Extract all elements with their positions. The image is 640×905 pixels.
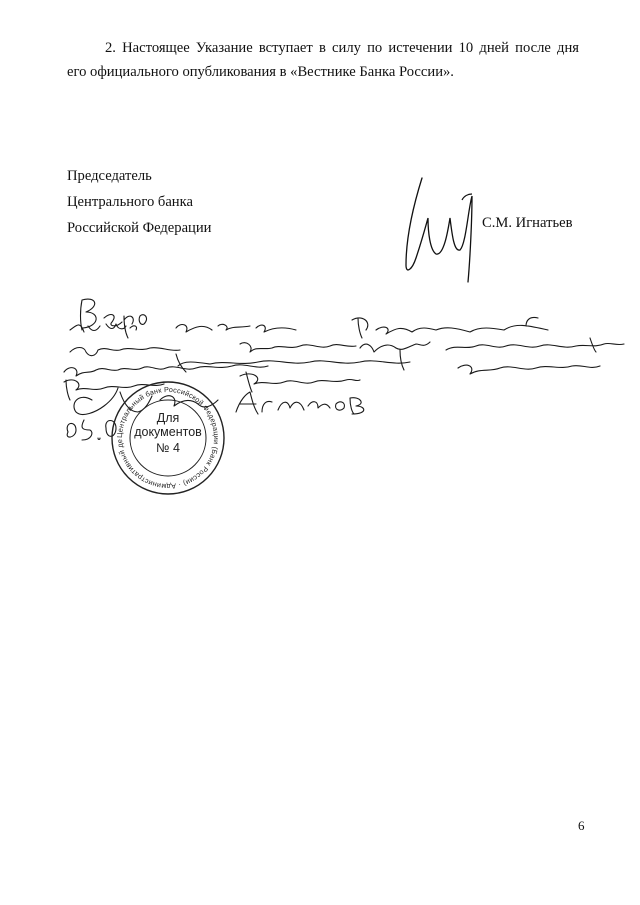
paragraph-line-2: его официального опубликования в «Вестнике Банка России». [67,64,454,80]
position-line-3: Российской Федерации [67,220,212,236]
official-stamp [108,378,228,498]
position-line-2: Центрального банка [67,194,193,210]
stamp-line-3: № 4 [156,441,180,455]
decree-paragraph [67,36,579,84]
page-number: 6 [578,818,585,833]
stamp-line-2: документов [134,425,202,439]
stamp-line-1: Для [156,411,180,425]
position-line-1: Председатель [67,168,152,184]
signer-name: С.М. Игнатьев [482,215,573,231]
signatory-position [67,163,212,241]
paragraph-line-1: 2. Настоящее Указание вступает в силу по истечении 10 дней после дня [105,40,579,56]
chairman-signature [392,170,482,290]
stamp-ring-text: Центральный банк Российской Федерации (Банк России) · Административный де [114,384,222,492]
